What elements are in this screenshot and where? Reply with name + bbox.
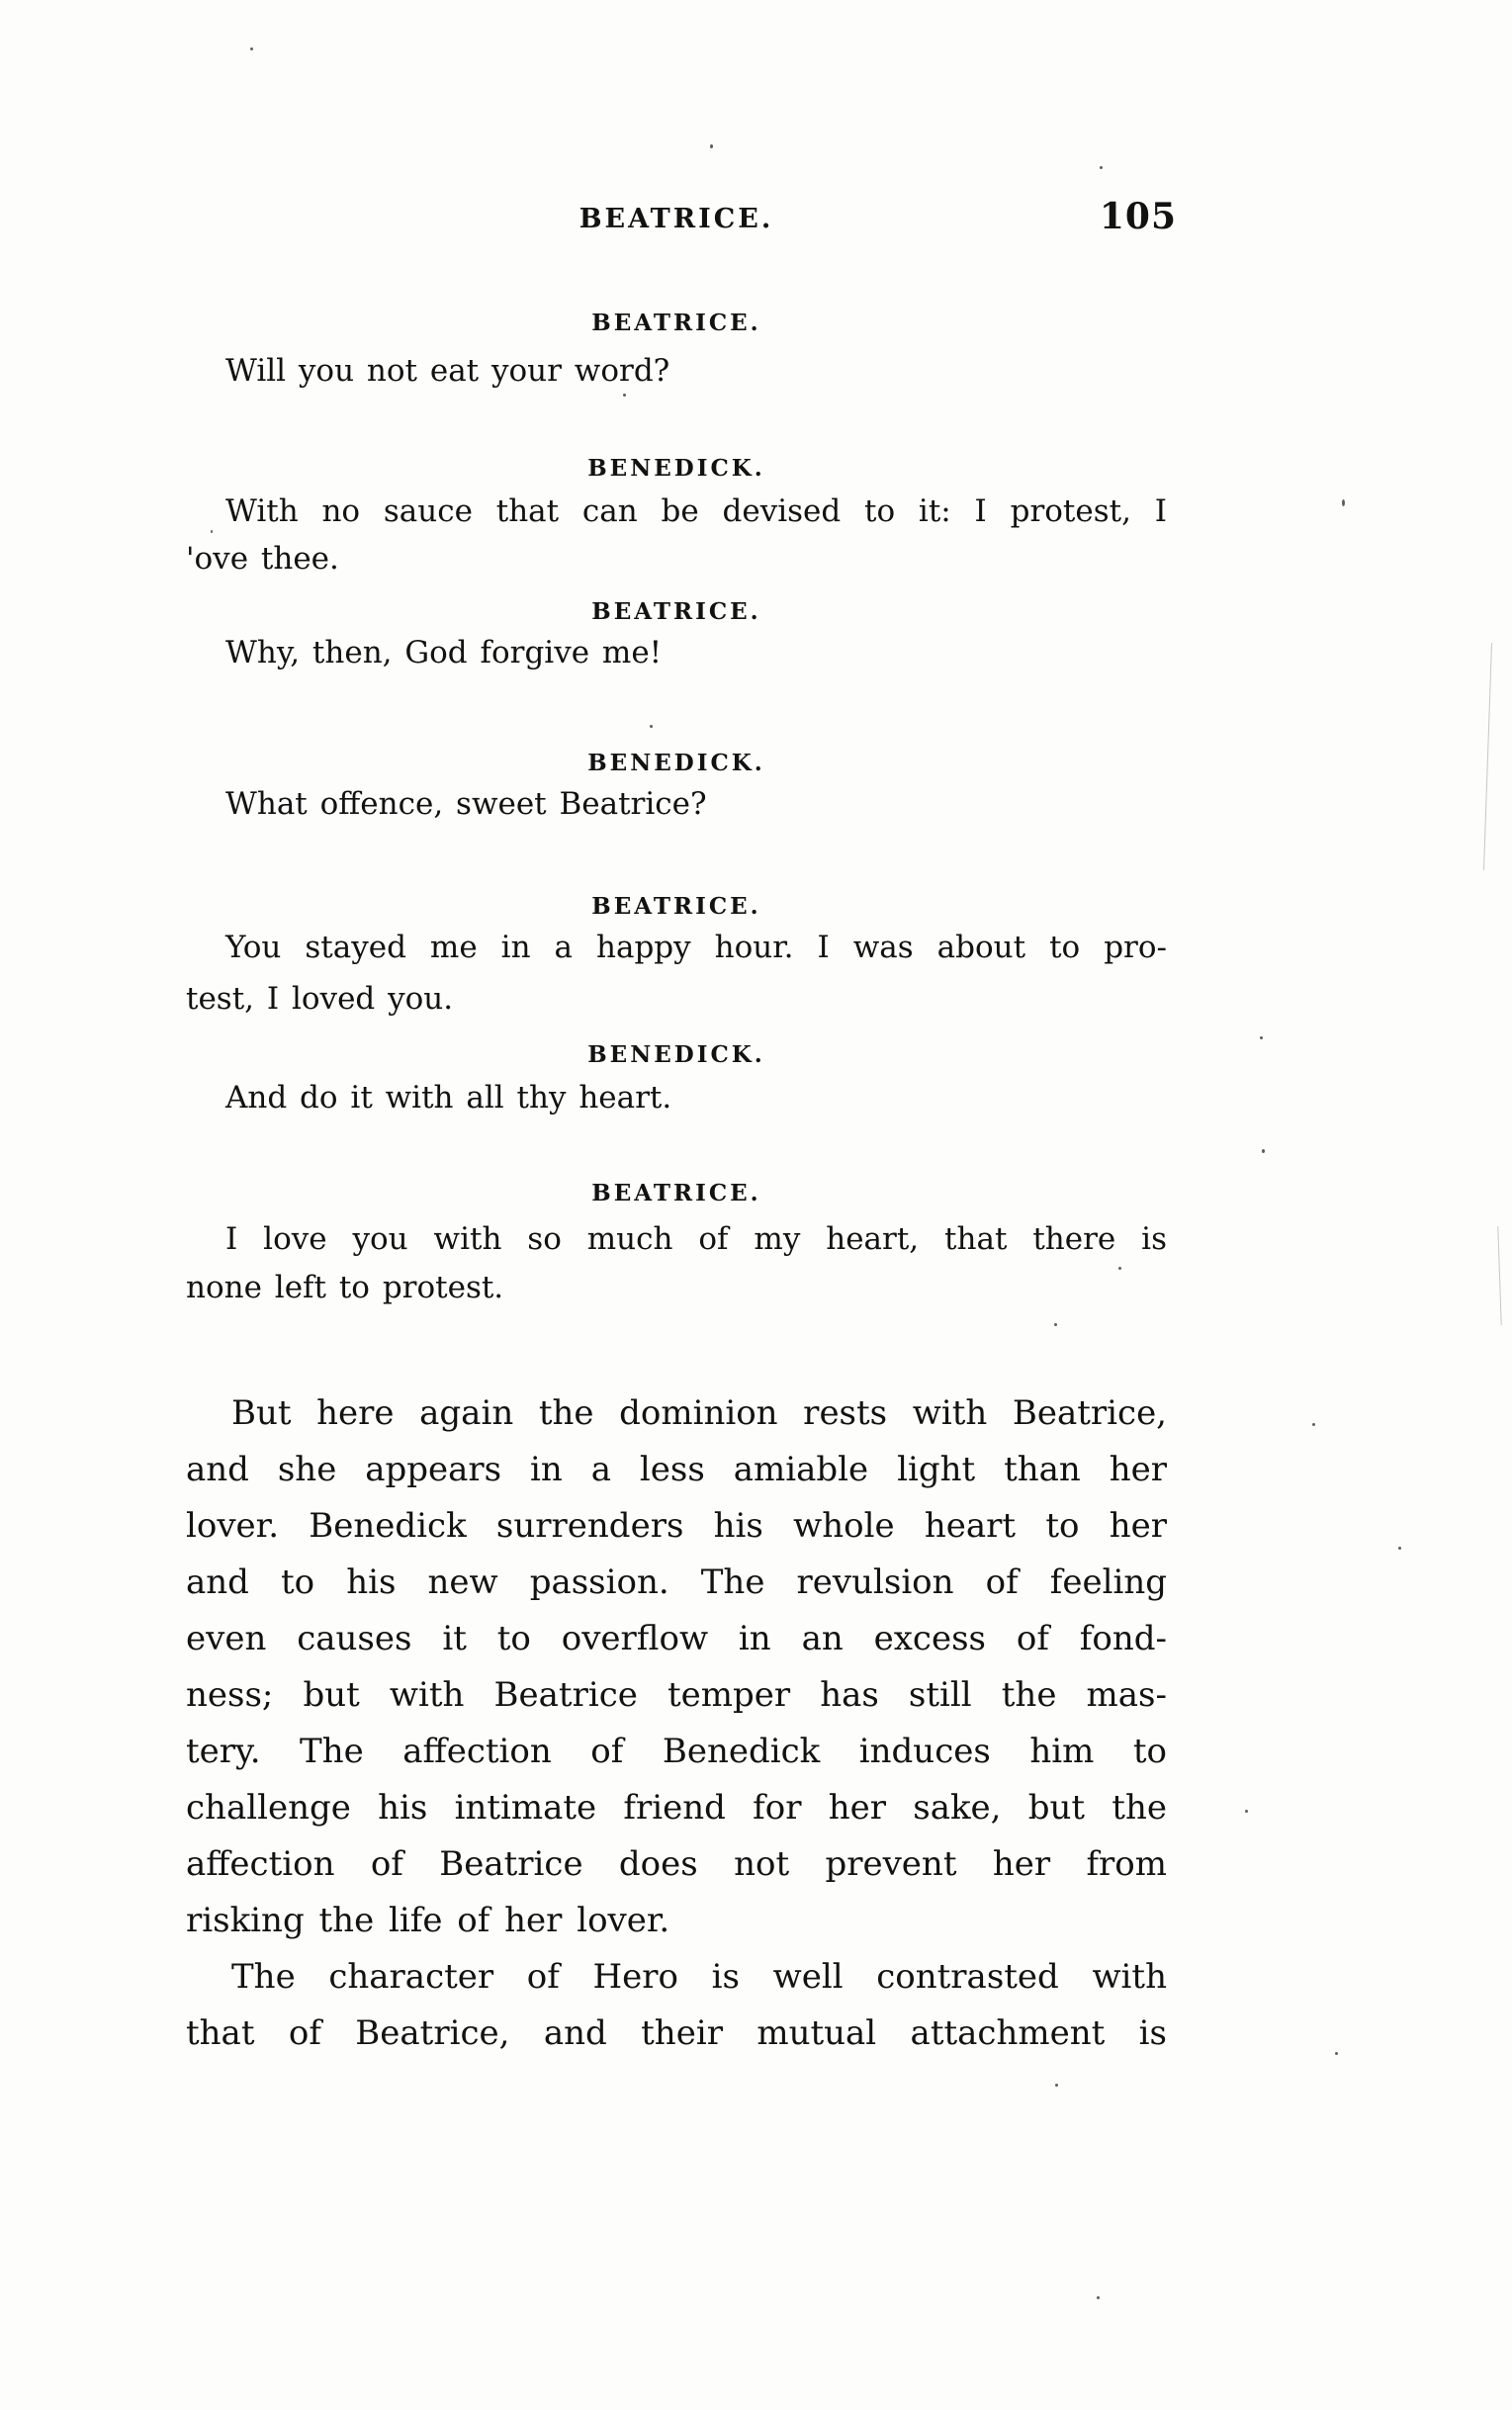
speaker-heading: BEATRICE. (591, 310, 761, 336)
dialogue-line: What offence, sweet Beatrice? (225, 786, 707, 822)
scan-speck (1262, 1149, 1265, 1153)
scan-speck (710, 144, 713, 148)
scan-speck (250, 47, 253, 50)
speaker-heading: BEATRICE. (591, 598, 761, 625)
dialogue-line: 'ove thee. (186, 541, 339, 577)
commentary-line: risking the life of her lover. (186, 1901, 670, 1940)
dialogue-line: With no sauce that can be devised to it: I protest, I (225, 493, 1167, 529)
scan-speck (1118, 1267, 1121, 1270)
speaker-heading: BENEDICK. (587, 750, 765, 776)
scan-speck (650, 725, 653, 728)
scan-speck (1342, 499, 1345, 506)
speaker-heading: BENEDICK. (587, 455, 765, 482)
commentary-line: tery. The affection of Benedick induces him to (186, 1732, 1167, 1771)
commentary-line: and she appears in a less amiable light than her (186, 1450, 1167, 1489)
dialogue-line: none left to protest. (186, 1270, 504, 1305)
scan-speck (1055, 2084, 1058, 2087)
scan-speck (1245, 1810, 1248, 1813)
scan-speck (623, 394, 626, 397)
commentary-line: challenge his intimate friend for her sake, but the (186, 1788, 1167, 1828)
dialogue-line: You stayed me in a happy hour. I was about to pro- (225, 930, 1167, 965)
running-title: BEATRICE. (578, 204, 774, 234)
commentary-line: ness; but with Beatrice temper has still the mas- (186, 1675, 1167, 1715)
dialogue-line: Will you not eat your word? (225, 353, 670, 389)
commentary-line: But here again the dominion rests with Beatrice, (231, 1393, 1167, 1433)
commentary-line: The character of Hero is well contrasted with (231, 1957, 1167, 1997)
dialogue-line: Why, then, God forgive me! (225, 635, 663, 670)
scan-speck (1398, 1547, 1401, 1550)
commentary-line: and to his new passion. The revulsion of feeling (186, 1562, 1167, 1602)
scan-speck (1100, 166, 1103, 169)
scan-speck (1335, 2052, 1338, 2055)
scan-speck (1054, 1323, 1057, 1326)
speaker-heading: BEATRICE. (591, 893, 761, 920)
dialogue-line: And do it with all thy heart. (225, 1080, 672, 1116)
scan-speck (211, 530, 213, 533)
scan-speck (1312, 1423, 1315, 1426)
dialogue-line: I love you with so much of my heart, that there is (225, 1221, 1167, 1257)
page-edge-artifact (1483, 643, 1492, 870)
speaker-heading: BENEDICK. (587, 1041, 765, 1068)
scan-speck (1097, 2296, 1100, 2299)
page-edge-artifact (1497, 1226, 1501, 1325)
dialogue-line: test, I loved you. (186, 981, 454, 1017)
commentary-line: lover. Benedick surrenders his whole heart to her (186, 1506, 1167, 1546)
speaker-heading: BEATRICE. (591, 1180, 761, 1206)
page-number: 105 (1099, 196, 1177, 237)
commentary-line: that of Beatrice, and their mutual attachment is (186, 2013, 1167, 2053)
commentary-line: affection of Beatrice does not prevent her from (186, 1844, 1167, 1884)
scan-speck (1260, 1036, 1263, 1039)
commentary-line: even causes it to overflow in an excess of fond- (186, 1619, 1167, 1658)
